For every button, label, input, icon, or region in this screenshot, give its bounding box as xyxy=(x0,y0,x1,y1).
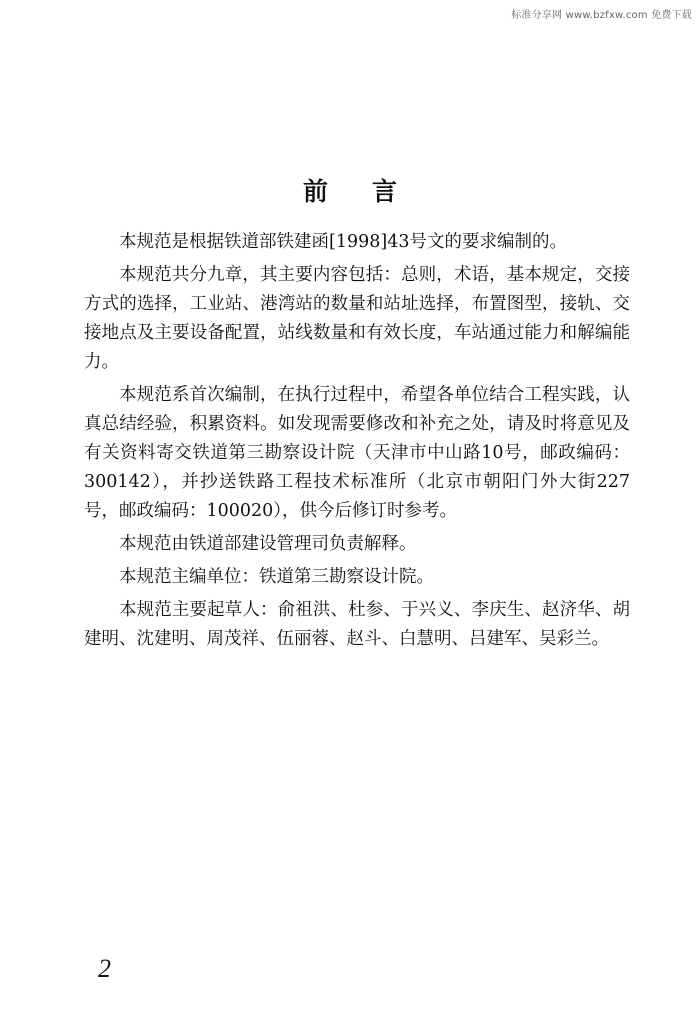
preface-paragraph-3: 本规范系首次编制，在执行过程中，希望各单位结合工程实践，认真总结经验，积累资料。如发现需要修改和补充之处，请及时将意见及有关资料寄交铁道第三勘察设计院（天津市中山路10号，邮政编码：300142），并抄送铁路工程技术标准所（北京市朝阳门外大街227号，邮政编码：100020），供今后修订时参考。 xyxy=(84,385,630,521)
preface-paragraph-5: 本规范主编单位：铁道第三勘察设计院。 xyxy=(119,567,434,587)
page-title: 前言 xyxy=(302,177,441,206)
preface-paragraph-6: 本规范主要起草人：俞祖洪、杜参、于兴义、李庆生、赵济华、胡建明、沈建明、周茂祥、伍丽蓉、赵斗、白慧明、吕建军、吴彩兰。 xyxy=(84,600,630,649)
watermark-text: 标准分享网 www.bzfxw.com 免费下载 xyxy=(511,10,692,21)
preface-paragraph-4: 本规范由铁道部建设管理司负责解释。 xyxy=(119,534,417,554)
preface-body xyxy=(84,228,630,658)
page-number: 2 xyxy=(98,954,111,983)
preface-paragraph-2: 本规范共分九章，其主要内容包括：总则，术语，基本规定，交接方式的选择，工业站、港湾站的数量和站址选择，布置图型，接轨、交接地点及主要设备配置，站线数量和有效长度，车站通过能力和解编能力。 xyxy=(84,265,630,372)
preface-paragraph-1: 本规范是根据铁道部铁建函[1998]43号文的要求编制的。 xyxy=(119,232,567,252)
